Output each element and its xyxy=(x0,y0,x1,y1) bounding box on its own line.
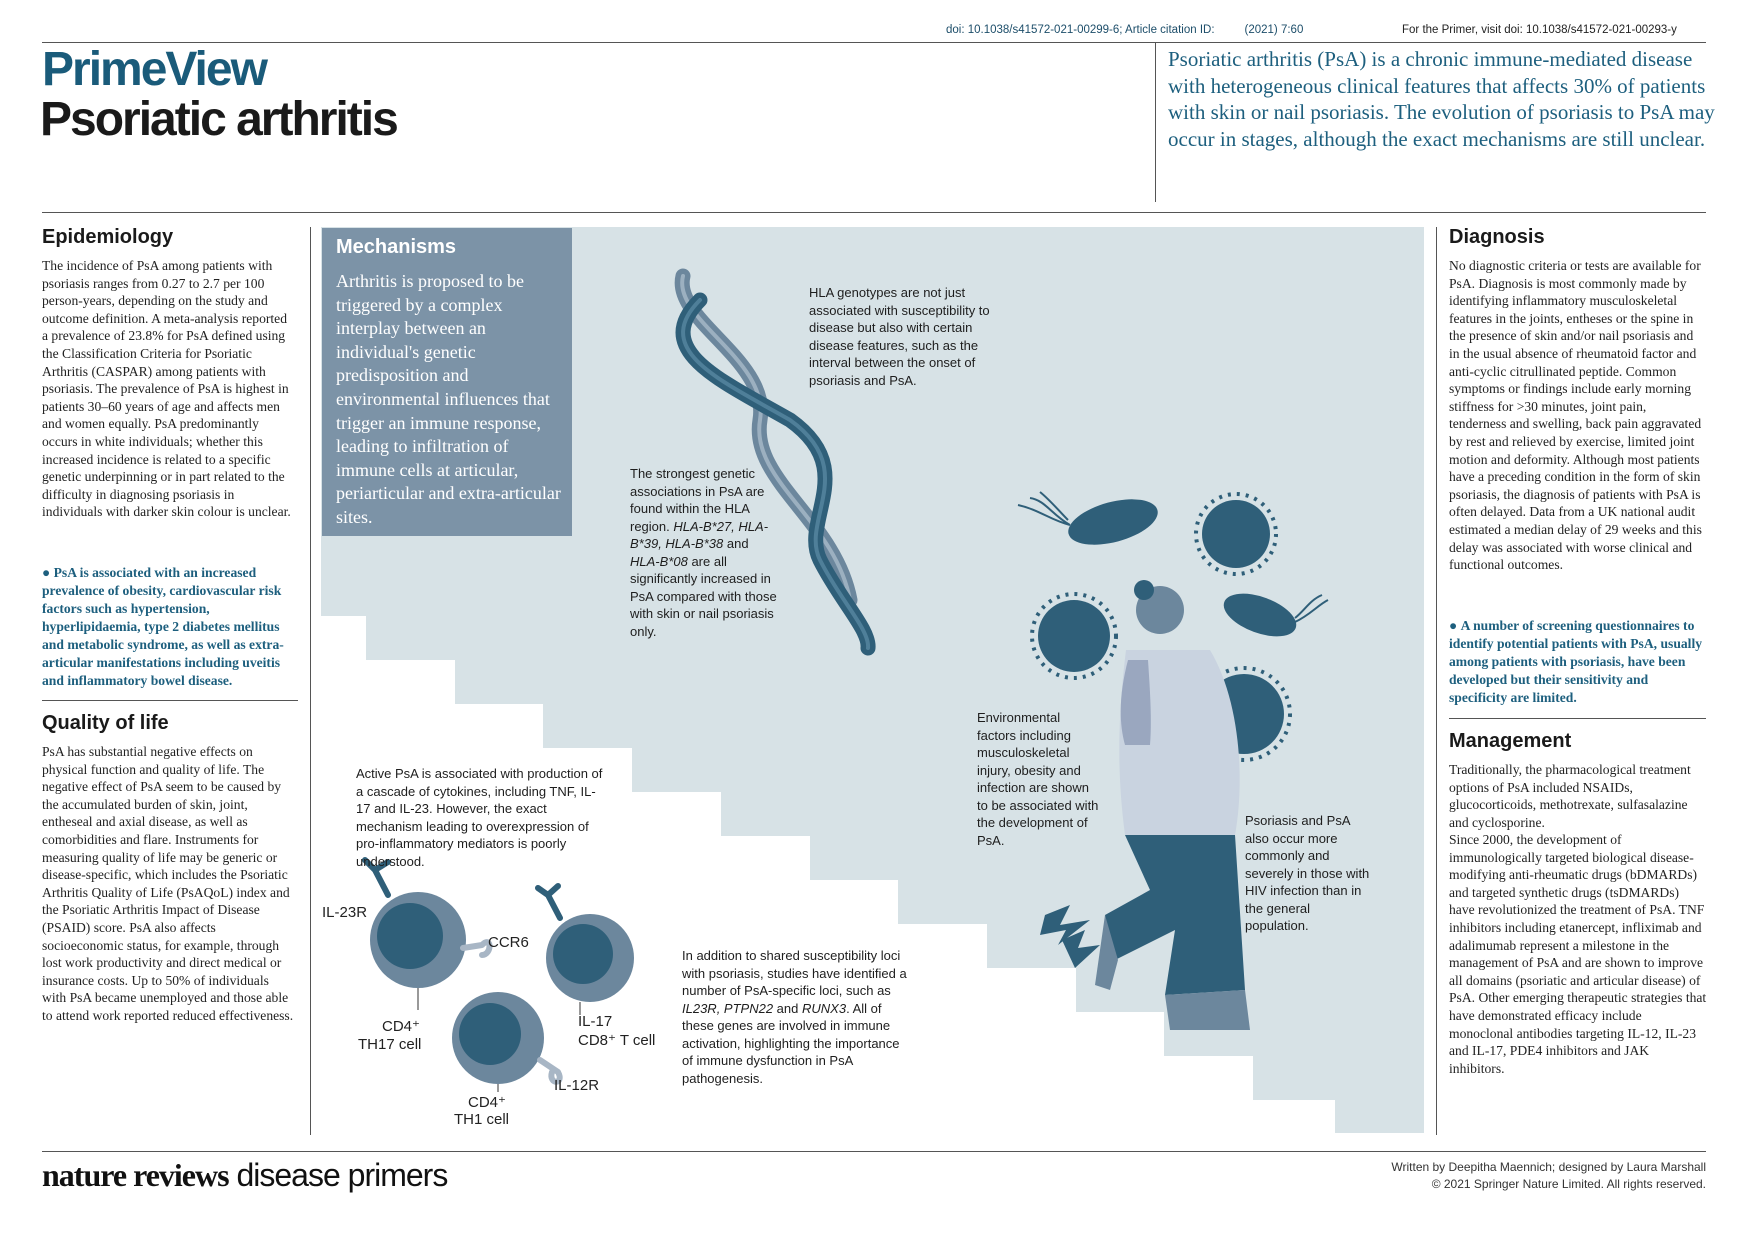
genetic-annotation: The strongest genetic associations in PsA are found within the HLA region. HLA-B*27, HLA-B*39, HLA-B*38 and HLA-B*08 are all significantly increased in PsA compared with those with skin or nail psoriasis only. xyxy=(630,466,777,639)
bacterium-icon-2 xyxy=(1218,585,1328,645)
diagnosis-bullet: ● A number of screening questionnaires to identify potential patients with PsA, usually among patients with psoriasis, have been developed but their sensitivity and specificity are limited. xyxy=(1449,618,1703,705)
bacterium-icon-1 xyxy=(1018,491,1163,553)
mechanisms-lead: Arthritis is proposed to be triggered by a complex interplay between an individual's genetic predisposition and environmental influences that trigger an immune response, leading to infiltration of immune cells at articular, periarticular and extra-articular sites. xyxy=(336,271,561,527)
hiv-annotation: Psoriasis and PsA also occur more commonly and severely in those with HIV infection than in the general population. xyxy=(1245,813,1370,933)
il17-label: IL-17 xyxy=(578,1013,613,1030)
cd4-th17-label: CD4⁺ xyxy=(382,1018,420,1035)
pain-lightning-icon xyxy=(1040,905,1100,968)
mechanisms-heading: Mechanisms xyxy=(336,236,457,258)
epidemiology-body: The incidence of PsA among patients with psoriasis ranges from 0.27 to 2.7 per 100 person-years, depending on the study and outcome definition. A meta-analysis reported a prevalence of 23.8% for PsA defined using the Classification Criteria for Psoriatic Arthritis (CASPAR) among patients with psoriasis. The prevalence of PsA is highest in patients 30–60 years of age and affects men and women equally. PsA predominantly occurs in white individuals; whether this increased incidence is related to a specific genetic underpinning or in part related to the difficulty in diagnosing psoriasis in individuals with darker skin colour is unclear. xyxy=(42,258,291,520)
footer-credits: Written by Deepitha Maennich; designed by Laura Marshall © 2021 Springer Nature Limited. All rights reserved. xyxy=(1391,1160,1706,1191)
virus-icon-1 xyxy=(1196,494,1276,574)
th1-cell-label: TH1 cell xyxy=(454,1111,510,1128)
intro-text: Psoriatic arthritis (PsA) is a chronic immune-mediated disease with heterogeneous clinical features that affects 30% of patients with skin or nail psoriasis. The evolution of psoriasis to PsA may occur in stages, although the exact mechanisms are still unclear. xyxy=(1168,47,1715,151)
management-body-2: Since 2000, the development of immunologically targeted biological disease-modifying anti-rheumatic drugs (bDMARDs) and targeted synthetic drugs (tsDMARDs) have revolutionized the treatment of PsA. TNF inhibitors including etanercept, infliximab and adalimumab represent a milestone in the management of PsA and are shown to improve all domains (psoriatic and articular disease) of PsA. Other emerging therapeutic strategies that have demonstrated efficacy include monoclonal antibodies targeting IL-12, IL-23 and IL-17, PDE4 inhibitors and JAK inhibitors. xyxy=(1449,832,1707,1076)
hla-annotation: HLA genotypes are not just associated with susceptibility to disease but also with certain disease features, such as the interval between the onset of psoriasis and PsA. xyxy=(809,285,990,388)
footer-logo: nature reviews disease primers xyxy=(42,1157,448,1193)
cd8-label: CD8⁺ T cell xyxy=(578,1032,656,1049)
cytokines-annotation: Active PsA is associated with production of a cascade of cytokines, including TNF, IL-17 and IL-23. However, the exact mechanism leading to overexpression of pro-inflammatory mediators is poorly understood. xyxy=(356,766,603,869)
il12r-label: IL-12R xyxy=(554,1077,600,1094)
environment-annotation: Environmental factors including musculoskeletal injury, obesity and infection are shown to be associated with the development of PsA. xyxy=(977,710,1099,848)
primer-link[interactable]: For the Primer, visit doi: 10.1038/s41572-021-00293-y xyxy=(1402,24,1677,36)
brand-title: PrimeView xyxy=(42,43,266,96)
diagnosis-heading: Diagnosis xyxy=(1449,226,1545,248)
person-figure xyxy=(1095,580,1250,1030)
virus-icon-2 xyxy=(1032,594,1116,678)
cd4-th1-label: CD4⁺ xyxy=(468,1094,506,1111)
loci-annotation: In addition to shared susceptibility loci with psoriasis, studies have identified a number of PsA-specific loci, such as IL23R, PTPN22 and RUNX3. All of these genes are involved in immune activation, highlighting the importance of immune dysfunction in PsA pathogenesis. xyxy=(682,948,907,1086)
quality-of-life-heading: Quality of life xyxy=(42,712,169,734)
management-body-1: Traditionally, the pharmacological treatment options of PsA included NSAIDs, glucocorticoids, methotrexate, sulfasalazine and cyclosporine. xyxy=(1449,762,1691,830)
epidemiology-bullet: ● PsA is associated with an increased prevalence of obesity, cardiovascular risk factors such as hypertension, hyperlipidaemia, type 2 diabetes mellitus and metabolic syndrome, as well as extra-articular manifestations including uveitis and inflammatory bowel disease. xyxy=(42,565,284,688)
diagnosis-body: No diagnostic criteria or tests are available for PsA. Diagnosis is most commonly made by identifying inflammatory musculoskeletal features in the joints, entheses or the spine in the presence of skin and/or nail psoriasis and in the usual absence of rheumatoid factor and anti-cyclic citrullinated peptide. Common symptoms or findings include early morning stiffness for >30 minutes, joint pain, tenderness and swelling, back pain aggravated by rest and relieved by exercise, limited joint motion and deformity. Although most patients have a preceding condition in the form of skin psoriasis, the diagnosis of patients with PsA is often delayed. Data from a UK national audit estimated a median delay of 29 weeks and this delay was associated with worse clinical and functional outcomes. xyxy=(1449,258,1702,573)
epidemiology-heading: Epidemiology xyxy=(42,226,174,248)
il23r-label: IL-23R xyxy=(322,904,368,921)
page-title: Psoriatic arthritis xyxy=(40,93,397,146)
th17-cell-label: TH17 cell xyxy=(358,1036,422,1053)
quality-of-life-body: PsA has substantial negative effects on physical function and quality of life. The negative effect of PsA seem to be caused by the accumulated burden of skin, joint, entheseal and axial disease, as well as comorbidities and flare. Instruments for measuring quality of life may be generic or disease-specific, which includes the Psoriatic Arthritis Quality of Life (PsAQoL) index and the Psoriatic Arthritis Impact of Disease (PSAID) score. PsA also affects socioeconomic status, for example, through lost work productivity and direct medical or insurance costs. Up to 50% of individuals with PsA became unemployed and those able to attend work reported reduced effectiveness. xyxy=(42,744,294,1023)
management-heading: Management xyxy=(1449,730,1572,752)
ccr6-label: CCR6 xyxy=(488,934,529,951)
doi-text: doi: 10.1038/s41572-021-00299-6; Article citation ID: (2021) 7:60 xyxy=(946,24,1304,36)
